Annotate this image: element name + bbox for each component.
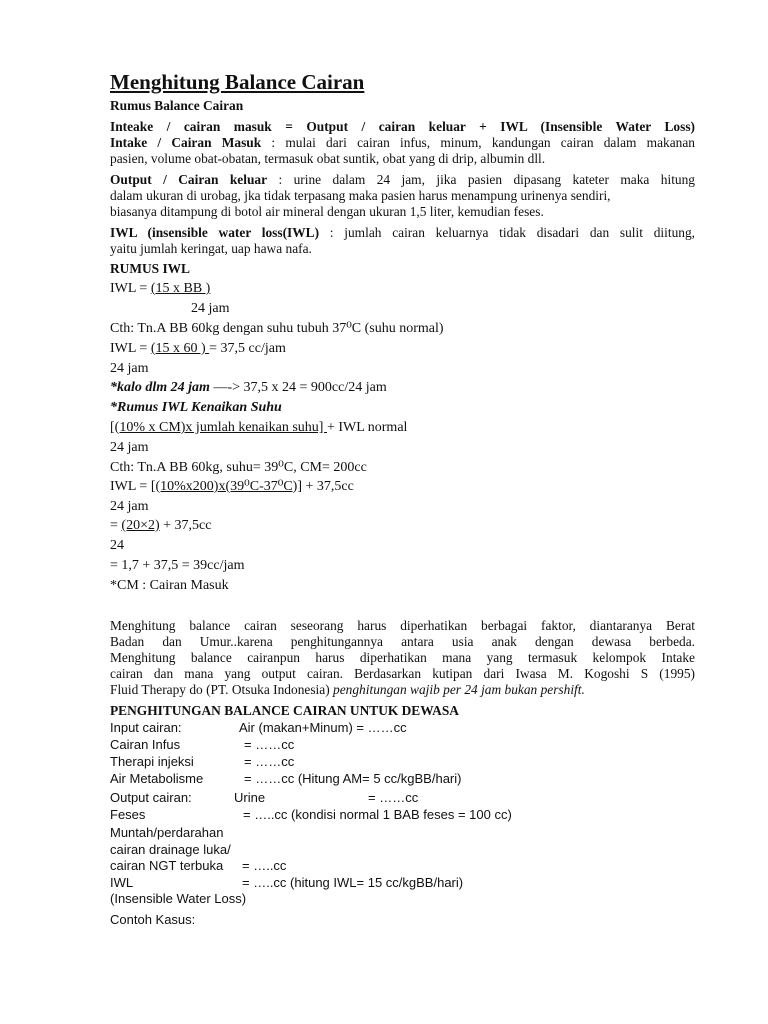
cm-note: *CM : Cairan Masuk: [110, 578, 229, 593]
paragraph-line-2: Badan dan Umur..karena penghitungannya antara usia anak dengan dewasa berbeda.: [110, 634, 695, 649]
step-numerator: (20×2): [121, 518, 160, 533]
example-1-denominator: 24 jam: [110, 361, 149, 376]
row-label: Air Metabolisme: [110, 771, 204, 786]
intake-formula: Inteake / cairan masuk = Output / cairan keluar + IWL (Insensible Water Loss): [110, 119, 695, 134]
row-value: = …..cc (kondisi normal 1 BAB feses = 100 cc): [243, 807, 512, 822]
paragraph-line-3: Menghitung balance cairanpun harus diperhatikan mana yang termasuk kelompok Intake: [110, 650, 695, 665]
row-label: cairan drainage luka/: [110, 842, 231, 857]
iwl-formula-denominator: 24 jam: [191, 301, 230, 316]
formula-prefix: IWL =: [110, 281, 151, 296]
kalo-24-jam: [110, 380, 387, 396]
kalo-label: *kalo dlm 24 jam: [110, 380, 210, 395]
paragraph-line-5: [110, 682, 585, 698]
contoh-kasus: Contoh Kasus:: [110, 912, 196, 927]
row-amount: = ……cc: [368, 790, 419, 805]
row-label: Cairan Infus: [110, 737, 181, 752]
kenaikan-heading: *Rumus IWL Kenaikan Suhu: [110, 400, 282, 415]
row-label: Feses: [110, 807, 146, 822]
row-value: Air (makan+Minum) = ……cc: [239, 720, 407, 735]
kenaikan-addend: + IWL normal: [326, 420, 408, 435]
output-text: : urine dalam 24 jam, jika pasien dipasang kateter maka hitung: [267, 172, 695, 187]
formula-numerator: (15 x BB ): [150, 281, 211, 296]
example-1: Cth: Tn.A BB 60kg dengan suhu tubuh 37⁰C (suhu normal): [110, 321, 444, 336]
row-value: Urine: [234, 790, 266, 805]
calc-prefix: IWL =: [110, 341, 151, 356]
kenaikan-calc: [110, 479, 354, 495]
row-value: = …..cc (hitung IWL= 15 cc/kgBB/hari): [242, 875, 464, 890]
calc-numerator: (15 x 60 ): [150, 341, 210, 356]
dewasa-heading: PENGHITUNGAN BALANCE CAIRAN UNTUK DEWASA: [110, 703, 459, 718]
calc-result: = 37,5 cc/jam: [209, 341, 286, 356]
paragraph-note: penghitungan wajib per 24 jam bukan pershift.: [333, 682, 585, 697]
iwl-label: IWL (insensible water loss(IWL): [110, 225, 320, 240]
rumus-iwl-heading: RUMUS IWL: [110, 261, 190, 276]
kcalc-prefix: IWL =: [110, 479, 151, 494]
output-line-2: dalam ukuran di urobag, jka tidak terpasang maka pasien harus menampung urinenya sendiri,: [110, 188, 611, 203]
row-label: IWL: [110, 875, 134, 890]
intake-line-1: [110, 135, 695, 151]
step-prefix: =: [110, 518, 122, 533]
paragraph-line-4: cairan dan mana yang output cairan. Berdasarkan kutipan dari Iwasa M. Kogoshi S (1995): [110, 666, 695, 681]
kenaikan-step: [110, 518, 211, 534]
row-value: = …..cc: [242, 858, 287, 873]
kenaikan-calc-denominator: 24 jam: [110, 499, 149, 514]
kenaikan-denominator: 24 jam: [110, 440, 149, 455]
row-value: = ……cc: [244, 754, 295, 769]
intake-text: : mulai dari cairan infus, minum, kandungan cairan dalam makanan: [261, 135, 695, 150]
iwl-formula: [110, 281, 210, 297]
kcalc-addend: + 37,5cc: [302, 479, 354, 494]
kenaikan-step-denominator: 24: [110, 538, 124, 553]
row-label: Input cairan:: [110, 720, 182, 735]
row-value: = ……cc: [244, 737, 295, 752]
output-line-3: biasanya ditampung di botol air mineral dengan ukuran 1,5 liter, kemudian feses.: [110, 204, 544, 219]
iwl-line-2: yaitu jumlah keringat, uap hawa nafa.: [110, 241, 312, 256]
example-1-calc: [110, 341, 286, 357]
kenaikan-formula: [110, 420, 407, 436]
kenaikan-numerator: [(10% x CM)x jumlah kenaikan suhu]: [110, 420, 327, 435]
paragraph-source: Fluid Therapy do (PT. Otsuka Indonesia): [110, 682, 334, 697]
rumus-heading: Rumus Balance Cairan: [110, 98, 244, 113]
iwl-line-1: [110, 225, 695, 241]
kenaikan-result: = 1,7 + 37,5 = 39cc/jam: [110, 558, 245, 573]
paragraph-line-1: Menghitung balance cairan seseorang harus diperhatikan berbagai faktor, diantaranya Berat: [110, 618, 695, 633]
output-line-1: [110, 172, 695, 188]
step-addend: + 37,5cc: [159, 518, 212, 533]
row-label: (Insensible Water Loss): [110, 891, 247, 906]
row-value: = ……cc (Hitung AM= 5 cc/kgBB/hari): [244, 771, 462, 786]
output-label: Output / Cairan keluar: [110, 172, 268, 187]
page-title: Menghitung Balance Cairan: [110, 70, 365, 94]
intake-label: Intake / Cairan Masuk: [110, 135, 262, 150]
kenaikan-example: Cth: Tn.A BB 60kg, suhu= 39⁰C, CM= 200cc: [110, 460, 367, 475]
row-label: Muntah/perdarahan: [110, 825, 224, 840]
kcalc-numerator: [(10%x200)x(39⁰C-37⁰C)]: [150, 479, 303, 494]
iwl-text: : jumlah cairan keluarnya tidak disadari dan sulit diitung,: [319, 225, 696, 240]
row-label: Output cairan:: [110, 790, 192, 805]
intake-line-2: pasien, volume obat-obatan, termasuk obat suntik, obat yang di drip, albumin dll.: [110, 151, 546, 166]
row-label: Therapi injeksi: [110, 754, 194, 769]
row-label: cairan NGT terbuka: [110, 858, 224, 873]
kalo-result: —-> 37,5 x 24 = 900cc/24 jam: [209, 380, 387, 395]
